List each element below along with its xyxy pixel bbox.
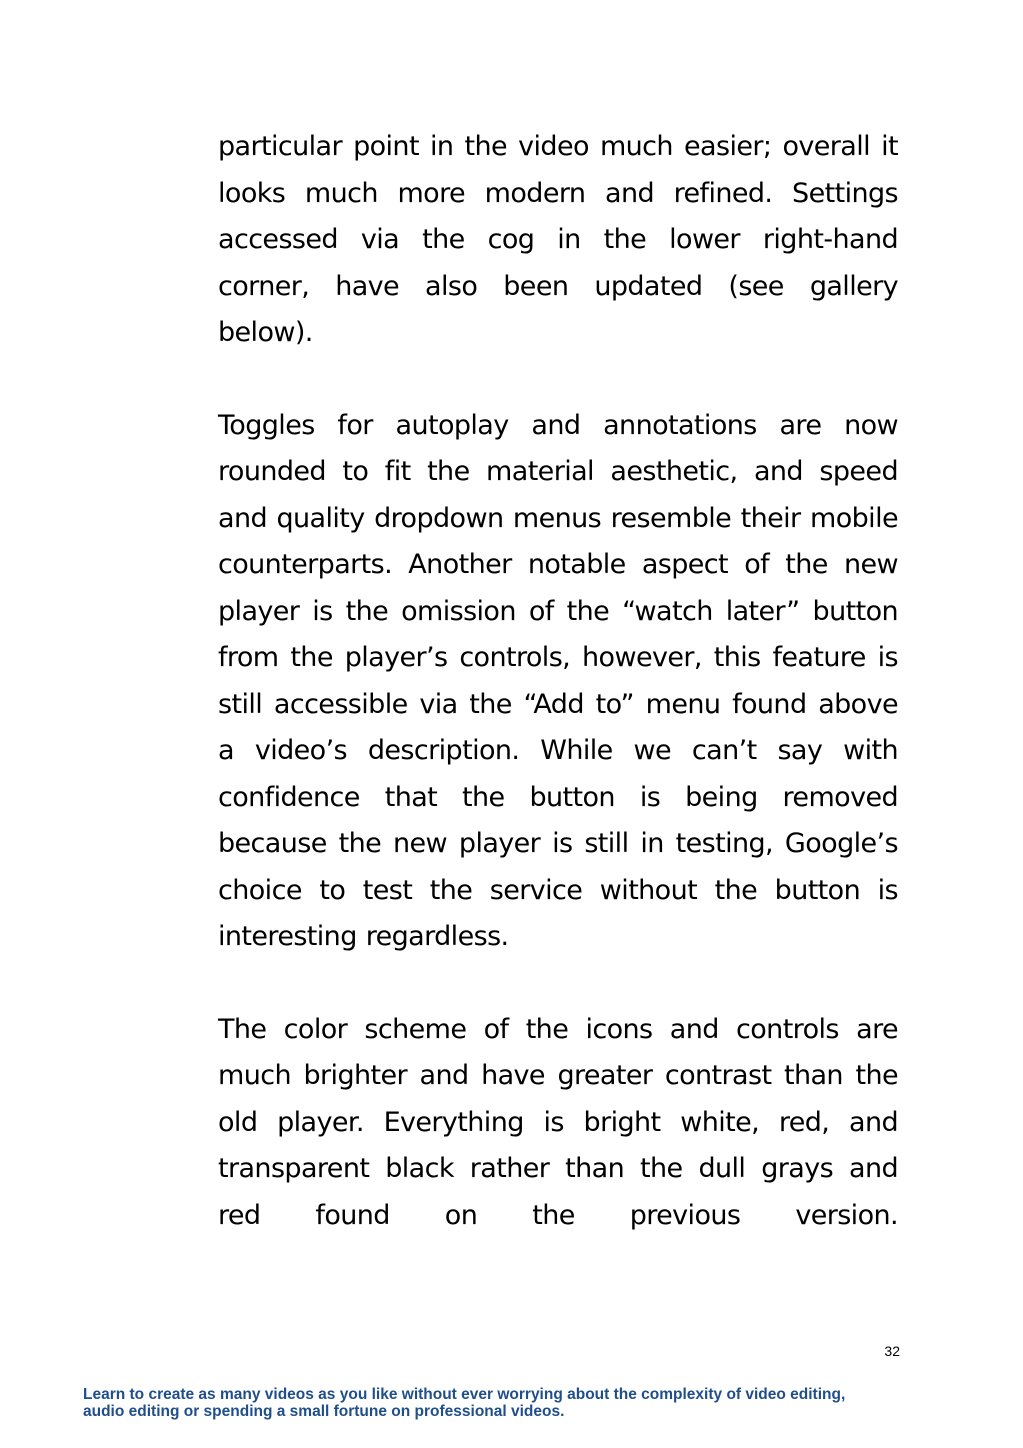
- promo-footer-line-1: Learn to create as many videos as you like without ever worrying about the complexity of video editing,: [83, 1386, 846, 1403]
- document-body: [218, 124, 898, 1239]
- body-paragraph-1: particular point in the video much easier; overall it looks much more modern and refined. Settings accessed via the cog in the lower right-hand corner, have also been updated (see gallery below).: [218, 131, 898, 348]
- promo-footer-line-2: audio editing or spending a small fortune on professional videos.: [83, 1403, 565, 1420]
- body-paragraph-2: Toggles for autoplay and annotations are now rounded to fit the material aesthetic, and speed and quality dropdown menus resemble their mobile counterparts. Another notable aspect of the new player is the omission of the “watch later” button from the player’s controls, however, this feature is still accessible via the “Add to” menu found above a video’s description. While we can’t say with confidence that the button is being removed because the new player is still in testing, Google’s choice to test the service without the button is interesting regardless.: [218, 409, 898, 952]
- page-number: 32: [884, 1343, 900, 1359]
- promo-footer: [83, 1386, 983, 1420]
- body-paragraph-3: The color scheme of the icons and controls are much brighter and have greater contrast than the old player. Everything is bright white, red, and transparent black rather than the dull grays and red found on the previous version.: [218, 1013, 898, 1231]
